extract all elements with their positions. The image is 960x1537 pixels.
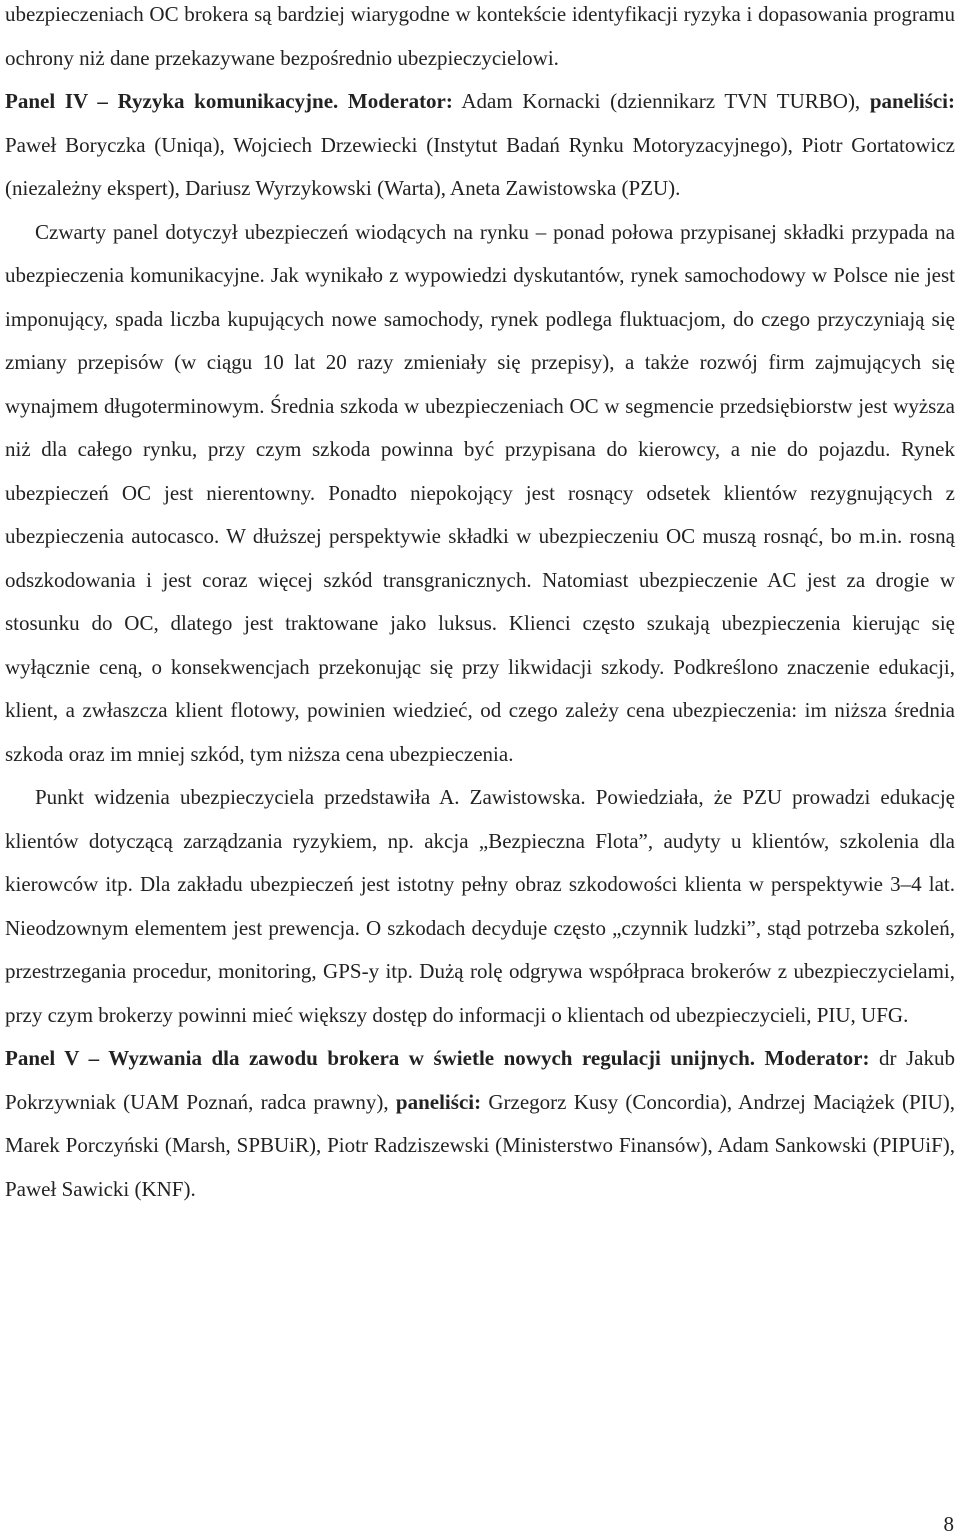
panelists-names: Grzegorz Kusy (Concordia), Andrzej Maciążek (PIU), Marek Porczyński (Marsh, SPBUiR), Piotr Radziszewski (Ministerstwo Finansów), Adam Sankowski (PIPUiF), Paweł Sawicki (KNF). (5, 1089, 956, 1201)
panelists-label: paneliści: (395, 1089, 482, 1114)
paragraph-text: Punkt widzenia ubezpieczyciela przedstawiła A. Zawistowska. Powiedziała, że PZU prowadzi edukację klientów dotyczącą zarządzania ryzykiem, np. akcja „Bezpieczna Flota”, audyty u klientów, szkolenia dla kierowców itp. Dla zakładu ubezpieczeń jest istotny pełny obraz szkodowości klienta w perspektywie 3–4 lat. Nieodzownym elementem jest prewencja. O szkodach decyduje często „czynnik ludzki”, stąd potrzeba szkoleń, przestrzegania procedur, monitoring, GPS-y itp. Dużą rolę odgrywa współpraca brokerów z ubezpieczycielami, przy czym brokerzy powinni mieć większy dostęp do informacji o klientach od ubezpieczycieli, PIU, UFG. (5, 785, 955, 1027)
panel-v-paragraph (5, 1037, 955, 1211)
insurer-viewpoint-paragraph (5, 776, 955, 1037)
panelists-names: Paweł Boryczka (Uniqa), Wojciech Drzewiecki (Instytut Badań Rynku Motoryzacyjnego), Piotr Gortatowicz (niezależny ekspert), Dariusz Wyrzykowski (Warta), Aneta Zawistowska (PZU). (5, 132, 955, 200)
moderator-label: Moderator: (764, 1046, 870, 1070)
moderator-name: Adam Kornacki (dziennikarz TVN TURBO), (461, 89, 861, 113)
paragraph-text: ubezpieczeniach OC brokera są bardziej wiarygodne w kontekście identyfikacji ryzyka i dopasowania programu ochrony niż dane przekazywane bezpośrednio ubezpieczycielowi. (5, 2, 955, 70)
moderator-label: Moderator: (347, 89, 453, 113)
moderator-name: dr Jakub Pokrzywniak (UAM Poznań, radca prawny), (5, 1046, 955, 1114)
panelists-label: paneliści: (869, 89, 956, 113)
panel-iv-summary-paragraph (5, 211, 955, 777)
panel-iv-heading: Panel IV – Ryzyka komunikacyjne. (5, 89, 339, 113)
document-body (5, 0, 955, 1211)
panel-v-heading: Panel V – Wyzwania dla zawodu brokera w świetle nowych regulacji unijnych. (5, 1046, 756, 1070)
page-number: 8 (943, 1512, 954, 1536)
paragraph-continuation (5, 0, 955, 80)
panel-iv-paragraph (5, 80, 955, 211)
paragraph-text: Czwarty panel dotyczył ubezpieczeń wiodących na rynku – ponad połowa przypisanej składki przypada na ubezpieczenia komunikacyjne. Jak wynikało z wypowiedzi dyskutantów, rynek samochodowy w Polsce nie jest imponujący, spada liczba kupujących nowe samochody, rynek podlega fluktuacjom, do czego przyczyniają się zmiany przepisów (w ciągu 10 lat 20 razy zmieniały się przepisy), a także rozwój firm zajmujących się wynajmem długoterminowym. Średnia szkoda w ubezpieczeniach OC w segmencie przedsiębiorstw jest wyższa niż dla całego rynku, przy czym szkoda powinna być przypisana do kierowcy, a nie do pojazdu. Rynek ubezpieczeń OC jest nierentowny. Ponadto niepokojący jest rosnący odsetek klientów rezygnujących z ubezpieczenia autocasco. W dłuższej perspektywie składki w ubezpieczeniu OC muszą rosnąć, bo m.in. rosną odszkodowania i jest coraz więcej szkód transgranicznych. Natomiast ubezpieczenie AC jest za drogie w stosunku do OC, dlatego jest traktowane jako luksus. Klienci często szukają ubezpieczenia kierując się wyłącznie ceną, o konsekwencjach przekonując się przy likwidacji szkody. Podkreślono znaczenie edukacji, klient, a zwłaszcza klient flotowy, powinien wiedzieć, od czego zależy cena ubezpieczenia: im niższa średnia szkoda oraz im mniej szkód, tym niższa cena ubezpieczenia. (5, 219, 955, 766)
